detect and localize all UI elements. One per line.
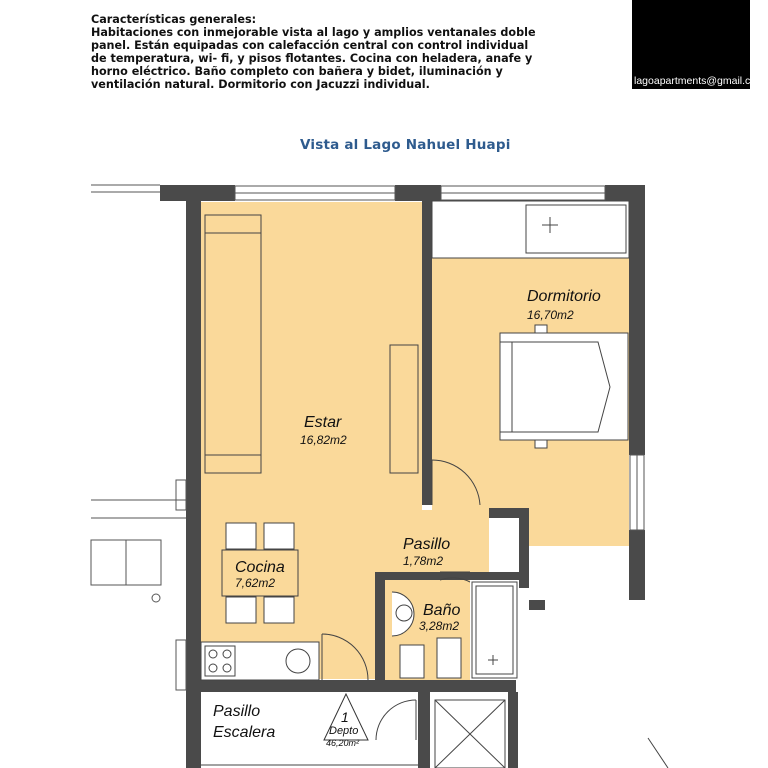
balcony-left bbox=[91, 480, 186, 690]
features-heading: Características generales: bbox=[91, 13, 257, 26]
wall-estar-dormitorio bbox=[422, 185, 432, 505]
unit-label: Depto bbox=[329, 725, 359, 737]
room-name-cocina: Cocina bbox=[235, 559, 285, 576]
features-line-3: de temperatura, wi- fi, y pisos flotantes. Cocina con heladera, anafe y bbox=[91, 52, 533, 65]
features-line-1: Habitaciones con inmejorable vista al lago y amplios ventanales doble bbox=[91, 26, 536, 39]
wall-right-upper bbox=[629, 185, 645, 455]
bed bbox=[500, 333, 628, 440]
features-line-5: ventilación natural. Dormitorio con Jacuzzi individual. bbox=[91, 78, 430, 91]
jacuzzi bbox=[526, 205, 626, 253]
room-area-pasillo: 1,78m2 bbox=[403, 554, 444, 568]
plan-title: Vista al Lago Nahuel Huapi bbox=[300, 137, 511, 153]
wall-bottom bbox=[186, 680, 516, 692]
room-name-pasillo-escalera-2: Escalera bbox=[213, 724, 276, 741]
room-area-cocina: 7,62m2 bbox=[235, 576, 276, 590]
wall-right-corner bbox=[529, 600, 545, 610]
room-name-bano: Baño bbox=[423, 602, 461, 619]
bidet bbox=[400, 645, 424, 678]
toilet bbox=[437, 638, 461, 678]
wall-stair-right bbox=[418, 692, 430, 768]
unit-area: 46,20m² bbox=[326, 738, 360, 748]
wall-stair-left bbox=[186, 692, 201, 768]
room-name-estar: Estar bbox=[304, 414, 342, 431]
sofa bbox=[205, 215, 261, 473]
wall-left bbox=[186, 201, 201, 681]
room-area-dormitorio: 16,70m2 bbox=[527, 308, 574, 322]
unit-number: 1 bbox=[341, 709, 349, 725]
wall-bath-top bbox=[375, 572, 529, 580]
wall-top-mid bbox=[395, 185, 441, 201]
kitchen-counter bbox=[201, 642, 319, 680]
room-name-pasillo: Pasillo bbox=[403, 536, 451, 553]
features-line-2: panel. Están equipadas con calefacción central con control individual bbox=[91, 39, 529, 52]
wall-right-lower bbox=[629, 530, 645, 600]
room-area-estar: 16,82m2 bbox=[300, 433, 347, 447]
wall-top-left bbox=[160, 185, 235, 201]
wall-shaft-right bbox=[508, 692, 518, 768]
room-area-bano: 3,28m2 bbox=[419, 619, 460, 633]
floor-dormitorio-alcove bbox=[529, 510, 629, 546]
room-name-dormitorio: Dormitorio bbox=[527, 288, 601, 305]
contact-email[interactable]: lagoapartments@gmail.com bbox=[634, 75, 765, 87]
tv-shelf bbox=[390, 345, 418, 473]
features-line-4: horno eléctrico. Baño completo con bañera y bidet, iluminación y bbox=[91, 65, 503, 78]
wall-bath-left bbox=[375, 572, 385, 682]
room-name-pasillo-escalera-1: Pasillo bbox=[213, 703, 261, 720]
